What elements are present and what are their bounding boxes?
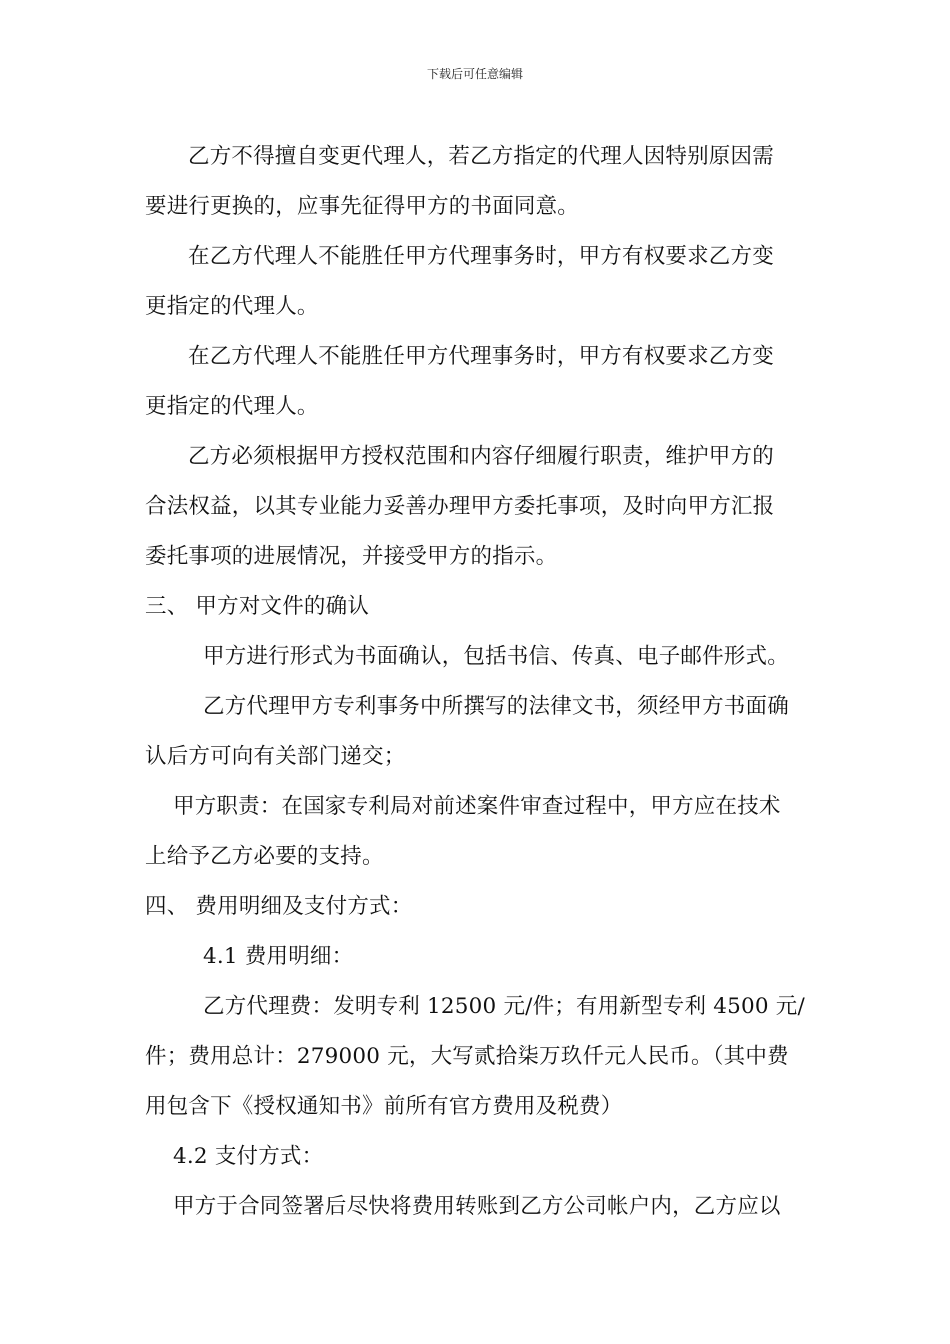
paragraph-line: 乙方代理费：发明专利 12500 元/件；有用新型专利 4500 元/	[203, 994, 805, 1019]
paragraph-line: 乙方代理甲方专利事务中所撰写的法律文书，须经甲方书面确	[203, 694, 789, 719]
paragraph-line: 合法权益，以其专业能力妥善办理甲方委托事项，及时向甲方汇报	[145, 494, 775, 519]
paragraph-line: 乙方不得擅自变更代理人，若乙方指定的代理人因特别原因需	[188, 144, 774, 169]
paragraph-line: 更指定的代理人。	[145, 294, 319, 319]
paragraph-line: 甲方进行形式为书面确认，包括书信、传真、电子邮件形式。	[203, 644, 789, 669]
page-header: 下载后可任意编辑	[426, 67, 523, 81]
paragraph-line: 在乙方代理人不能胜任甲方代理事务时，甲方有权要求乙方变	[188, 244, 774, 269]
section-heading: 四、 费用明细及支付方式：	[145, 894, 413, 919]
paragraph-line: 甲方于合同签署后尽快将费用转账到乙方公司帐户内，乙方应以	[173, 1194, 781, 1219]
subsection-heading: 4.1 费用明细：	[203, 944, 354, 969]
paragraph-line: 认后方可向有关部门递交；	[145, 744, 406, 769]
paragraph-line: 在乙方代理人不能胜任甲方代理事务时，甲方有权要求乙方变	[188, 344, 774, 369]
paragraph-line: 上给予乙方必要的支持。	[145, 844, 384, 869]
paragraph-line: 甲方职责：在国家专利局对前述案件审查过程中，甲方应在技术	[173, 794, 781, 819]
paragraph-line: 要进行更换的，应事先征得甲方的书面同意。	[145, 194, 580, 219]
paragraph-line: 乙方必须根据甲方授权范围和内容仔细履行职责，维护甲方的	[188, 444, 774, 469]
paragraph-line: 用包含下《授权通知书》前所有官方费用及税费）	[145, 1094, 623, 1119]
paragraph-line: 委托事项的进展情况，并接受甲方的指示。	[145, 544, 558, 569]
section-heading: 三、 甲方对文件的确认	[145, 594, 370, 619]
paragraph-line: 件；费用总计：279000 元，大写贰拾柒万玖仟元人民币。（其中费	[145, 1044, 789, 1069]
paragraph-line: 更指定的代理人。	[145, 394, 319, 419]
subsection-heading: 4.2 支付方式：	[173, 1144, 324, 1169]
document-body	[145, 132, 810, 1232]
